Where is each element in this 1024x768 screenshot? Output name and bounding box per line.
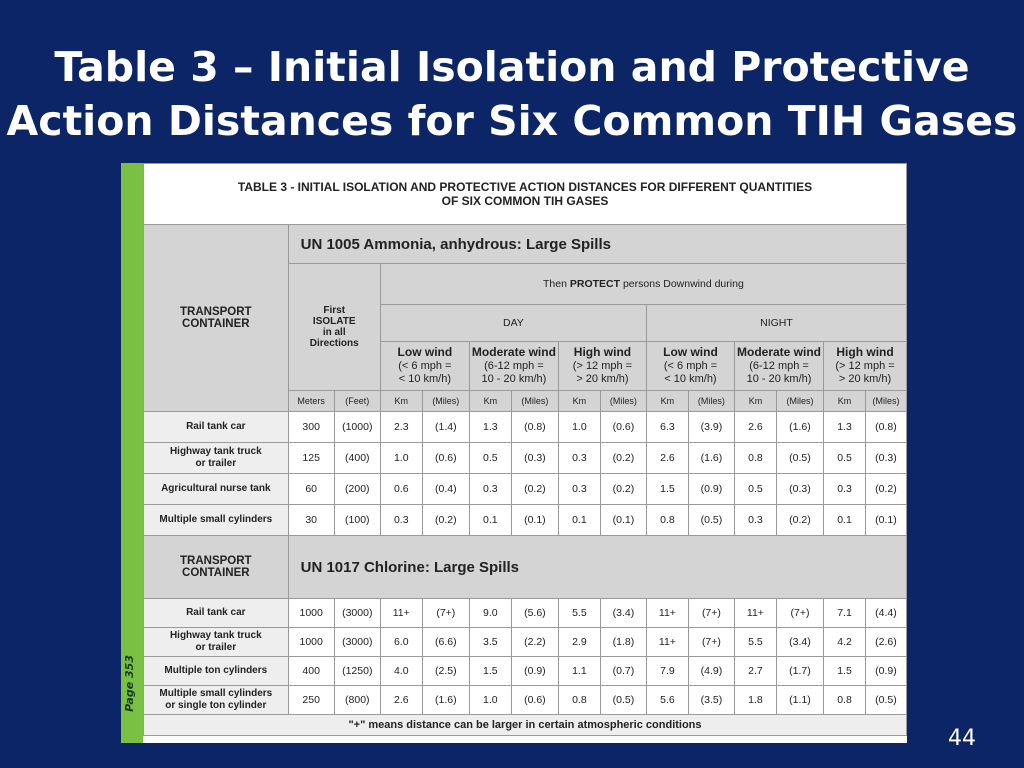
- distance-km: 5.6: [646, 686, 688, 715]
- distance-miles: (2.6): [865, 628, 906, 657]
- distance-miles: (1.7): [776, 657, 823, 686]
- distance-miles: (7+): [776, 599, 823, 628]
- distance-miles: (0.5): [776, 443, 823, 474]
- isolate-feet: (3000): [334, 599, 380, 628]
- wind-line-1: (6-12 mph =: [749, 360, 809, 372]
- distance-miles: (0.9): [511, 657, 558, 686]
- distance-km: 0.3: [734, 505, 776, 536]
- distance-km: 0.1: [469, 505, 511, 536]
- distance-miles: (0.1): [600, 505, 646, 536]
- protect-heading: [380, 264, 906, 305]
- distance-miles: (1.6): [422, 686, 469, 715]
- unit-miles: (Miles): [865, 391, 906, 412]
- isolate-meters: 1000: [288, 628, 334, 657]
- distance-km: 0.5: [734, 474, 776, 505]
- row-label-line-2: or trailer: [195, 458, 237, 469]
- distance-miles: (0.6): [422, 443, 469, 474]
- unit-miles: (Miles): [776, 391, 823, 412]
- wind-title: Moderate wind: [471, 345, 556, 359]
- distance-miles: (7+): [688, 628, 734, 657]
- distance-miles: (0.5): [600, 686, 646, 715]
- distance-km: 7.9: [646, 657, 688, 686]
- distance-km: 0.8: [646, 505, 688, 536]
- row-label-line-1: Multiple small cylinders: [159, 514, 273, 525]
- distance-miles: (7+): [688, 599, 734, 628]
- distance-km: 1.0: [469, 686, 511, 715]
- distance-miles: (0.7): [600, 657, 646, 686]
- page-label: Page 353: [123, 655, 136, 712]
- protect-suffix: persons Downwind during: [622, 278, 744, 290]
- container-type-label: [144, 474, 289, 505]
- unit-km: Km: [734, 391, 776, 412]
- distance-km: 0.8: [734, 443, 776, 474]
- container-head-line-2: CONTAINER: [182, 318, 250, 330]
- wind-line-2: < 10 km/h): [398, 373, 451, 385]
- unit-miles: (Miles): [422, 391, 469, 412]
- container-type-label: [144, 599, 289, 628]
- table-document: [121, 163, 907, 743]
- distance-km: 0.6: [380, 474, 422, 505]
- distance-km: 1.0: [380, 443, 422, 474]
- distance-km: 0.3: [824, 474, 866, 505]
- distance-miles: (1.6): [688, 443, 734, 474]
- table-row: [144, 443, 907, 474]
- distance-miles: (6.6): [422, 628, 469, 657]
- distance-miles: (0.6): [600, 412, 646, 443]
- distance-km: 5.5: [734, 628, 776, 657]
- distance-km: 2.6: [734, 412, 776, 443]
- distance-km: 1.8: [734, 686, 776, 715]
- distance-km: 2.6: [646, 443, 688, 474]
- wind-heading: [380, 342, 469, 391]
- distance-miles: (0.6): [511, 686, 558, 715]
- container-head-line-2: CONTAINER: [182, 567, 250, 579]
- chlorine-spill-title: UN 1017 Chlorine: Large Spills: [288, 536, 906, 599]
- isolate-feet: (1250): [334, 657, 380, 686]
- table-row: [144, 686, 907, 715]
- distance-miles: (0.8): [865, 412, 906, 443]
- isolate-meters: 250: [288, 686, 334, 715]
- unit-miles: (Miles): [511, 391, 558, 412]
- distance-miles: (0.2): [511, 474, 558, 505]
- distance-miles: (0.8): [511, 412, 558, 443]
- wind-line-1: (< 6 mph =: [663, 360, 718, 372]
- distance-km: 1.5: [824, 657, 866, 686]
- table-row: [144, 628, 907, 657]
- distance-miles: (0.9): [865, 657, 906, 686]
- distance-km: 11+: [646, 599, 688, 628]
- wind-line-2: 10 - 20 km/h): [481, 373, 547, 385]
- table-row: [144, 599, 907, 628]
- wind-line-1: (< 6 mph =: [398, 360, 452, 372]
- distance-miles: (4.4): [865, 599, 906, 628]
- isolate-meters: 60: [288, 474, 334, 505]
- distance-miles: (0.2): [776, 505, 823, 536]
- protect-bold: PROTECT: [569, 278, 621, 290]
- distance-km: 1.3: [824, 412, 866, 443]
- distance-km: 0.8: [558, 686, 600, 715]
- distance-km: 0.3: [558, 474, 600, 505]
- distance-miles: (1.6): [776, 412, 823, 443]
- wind-line-2: > 20 km/h): [838, 373, 892, 385]
- isolate-feet: (400): [334, 443, 380, 474]
- ammonia-header-row: [144, 225, 907, 264]
- footnote-row: [144, 715, 907, 736]
- distance-miles: (3.5): [688, 686, 734, 715]
- wind-title: Moderate wind: [737, 345, 822, 359]
- wind-title: High wind: [836, 345, 894, 359]
- container-type-label: [144, 686, 289, 715]
- isolate-feet: (1000): [334, 412, 380, 443]
- distance-miles: (0.1): [865, 505, 906, 536]
- distance-km: 0.5: [824, 443, 866, 474]
- unit-km: Km: [380, 391, 422, 412]
- unit-km: Km: [824, 391, 866, 412]
- wind-line-1: (6-12 mph =: [484, 360, 544, 372]
- slide-title: [0, 40, 1024, 148]
- row-label-line-1: Agricultural nurse tank: [161, 483, 271, 494]
- distance-miles: (7+): [422, 599, 469, 628]
- container-type-label: [144, 412, 289, 443]
- distance-miles: (0.4): [422, 474, 469, 505]
- wind-heading: [734, 342, 823, 391]
- row-label-line-1: Highway tank truck: [169, 446, 262, 457]
- distance-km: 1.5: [646, 474, 688, 505]
- unit-km: Km: [469, 391, 511, 412]
- isolate-meters: 30: [288, 505, 334, 536]
- isolate-feet: (100): [334, 505, 380, 536]
- wind-line-1: (> 12 mph =: [572, 360, 633, 372]
- distance-miles: (0.2): [422, 505, 469, 536]
- row-label-line-1: Multiple ton cylinders: [164, 665, 268, 676]
- slide-title-line-1: Table 3 – Initial Isolation and Protective: [54, 43, 970, 91]
- distance-miles: (1.1): [776, 686, 823, 715]
- unit-km: Km: [646, 391, 688, 412]
- first-isolate-heading: [288, 264, 380, 391]
- distance-miles: (1.4): [422, 412, 469, 443]
- distance-km: 2.3: [380, 412, 422, 443]
- distance-miles: (0.9): [688, 474, 734, 505]
- distance-miles: (3.4): [600, 599, 646, 628]
- wind-heading: [558, 342, 646, 391]
- distance-miles: (0.3): [865, 443, 906, 474]
- ammonia-spill-title: UN 1005 Ammonia, anhydrous: Large Spills: [288, 225, 906, 264]
- container-type-label: [144, 657, 289, 686]
- distance-miles: (0.1): [511, 505, 558, 536]
- distance-km: 0.3: [558, 443, 600, 474]
- distance-km: 0.8: [824, 686, 866, 715]
- container-head-line-1: TRANSPORT: [180, 306, 252, 318]
- wind-heading: [469, 342, 558, 391]
- isolate-meters: 1000: [288, 599, 334, 628]
- distance-km: 0.3: [469, 474, 511, 505]
- unit-miles: (Miles): [688, 391, 734, 412]
- transport-container-heading: [144, 225, 289, 412]
- isolate-feet: (3000): [334, 628, 380, 657]
- wind-line-2: 10 - 20 km/h): [746, 373, 812, 385]
- distance-miles: (0.2): [600, 474, 646, 505]
- distance-km: 4.0: [380, 657, 422, 686]
- slide-number: 44: [948, 726, 976, 751]
- slide-title-line-2: Action Distances for Six Common TIH Gases: [6, 97, 1018, 145]
- container-type-label: [144, 443, 289, 474]
- distance-miles: (5.6): [511, 599, 558, 628]
- row-label-line-1: Rail tank car: [186, 607, 246, 618]
- table-row: [144, 505, 907, 536]
- distance-km: 5.5: [558, 599, 600, 628]
- wind-heading: [824, 342, 907, 391]
- table-body: [144, 164, 907, 736]
- distance-km: 2.6: [380, 686, 422, 715]
- chlorine-header-row: [144, 536, 907, 599]
- isolate-meters: 125: [288, 443, 334, 474]
- distance-km: 1.1: [558, 657, 600, 686]
- container-type-label: [144, 628, 289, 657]
- wind-line-2: > 20 km/h): [576, 373, 629, 385]
- distance-miles: (0.3): [511, 443, 558, 474]
- distance-miles: (2.5): [422, 657, 469, 686]
- distance-miles: (0.5): [865, 686, 906, 715]
- wind-title: High wind: [573, 345, 632, 359]
- isolate-line-1: First: [323, 305, 346, 316]
- distance-km: 6.0: [380, 628, 422, 657]
- table-row: [144, 412, 907, 443]
- tih-table: [143, 163, 907, 736]
- distance-km: 1.3: [469, 412, 511, 443]
- table-title-line-1: TABLE 3 - INITIAL ISOLATION AND PROTECTIVE ACTION DISTANCES FOR DIFFERENT QUANTITIES: [237, 180, 813, 194]
- distance-km: 4.2: [824, 628, 866, 657]
- night-heading: NIGHT: [646, 305, 906, 342]
- wind-line-2: < 10 km/h): [664, 373, 717, 385]
- row-label-line-1: Rail tank car: [186, 421, 246, 432]
- isolate-line-2: ISOLATE: [312, 316, 356, 327]
- wind-title: Low wind: [663, 345, 718, 359]
- distance-miles: (3.4): [776, 628, 823, 657]
- isolate-line-4: Directions: [309, 338, 359, 349]
- distance-km: 0.1: [558, 505, 600, 536]
- distance-km: 11+: [646, 628, 688, 657]
- isolate-feet: (800): [334, 686, 380, 715]
- unit-meters: Meters: [288, 391, 334, 412]
- distance-km: 11+: [734, 599, 776, 628]
- table-title-line-2: OF SIX COMMON TIH GASES: [441, 194, 609, 208]
- distance-miles: (3.9): [688, 412, 734, 443]
- footnote: "+" means distance can be larger in certain atmospheric conditions: [144, 715, 907, 736]
- unit-feet: (Feet): [334, 391, 380, 412]
- isolate-feet: (200): [334, 474, 380, 505]
- wind-title: Low wind: [397, 345, 453, 359]
- unit-miles: (Miles): [600, 391, 646, 412]
- distance-miles: (0.3): [776, 474, 823, 505]
- title-row: [144, 164, 907, 225]
- distance-km: 1.0: [558, 412, 600, 443]
- distance-km: 11+: [380, 599, 422, 628]
- distance-km: 0.3: [380, 505, 422, 536]
- distance-km: 1.5: [469, 657, 511, 686]
- distance-miles: (0.5): [688, 505, 734, 536]
- row-label-line-2: or single ton cylinder: [165, 700, 267, 711]
- container-head-line-1: TRANSPORT: [180, 555, 252, 567]
- table-title: [144, 164, 907, 225]
- wind-line-1: (> 12 mph =: [835, 360, 895, 372]
- distance-km: 7.1: [824, 599, 866, 628]
- transport-container-heading: [144, 536, 289, 599]
- distance-miles: (2.2): [511, 628, 558, 657]
- container-type-label: [144, 505, 289, 536]
- unit-km: Km: [558, 391, 600, 412]
- distance-km: 2.7: [734, 657, 776, 686]
- day-heading: DAY: [380, 305, 646, 342]
- isolate-meters: 400: [288, 657, 334, 686]
- distance-km: 2.9: [558, 628, 600, 657]
- distance-miles: (1.8): [600, 628, 646, 657]
- protect-prefix: Then: [543, 278, 567, 290]
- distance-km: 0.5: [469, 443, 511, 474]
- distance-miles: (0.2): [600, 443, 646, 474]
- table-row: [144, 657, 907, 686]
- wind-heading: [646, 342, 734, 391]
- distance-km: 0.1: [824, 505, 866, 536]
- isolate-line-3: in all: [322, 327, 346, 338]
- distance-km: 6.3: [646, 412, 688, 443]
- row-label-line-2: or trailer: [195, 642, 237, 653]
- row-label-line-1: Multiple small cylinders: [159, 688, 273, 699]
- distance-miles: (4.9): [688, 657, 734, 686]
- row-label-line-1: Highway tank truck: [169, 630, 262, 641]
- distance-miles: (0.2): [865, 474, 906, 505]
- table-row: [144, 474, 907, 505]
- isolate-meters: 300: [288, 412, 334, 443]
- distance-km: 9.0: [469, 599, 511, 628]
- distance-km: 3.5: [469, 628, 511, 657]
